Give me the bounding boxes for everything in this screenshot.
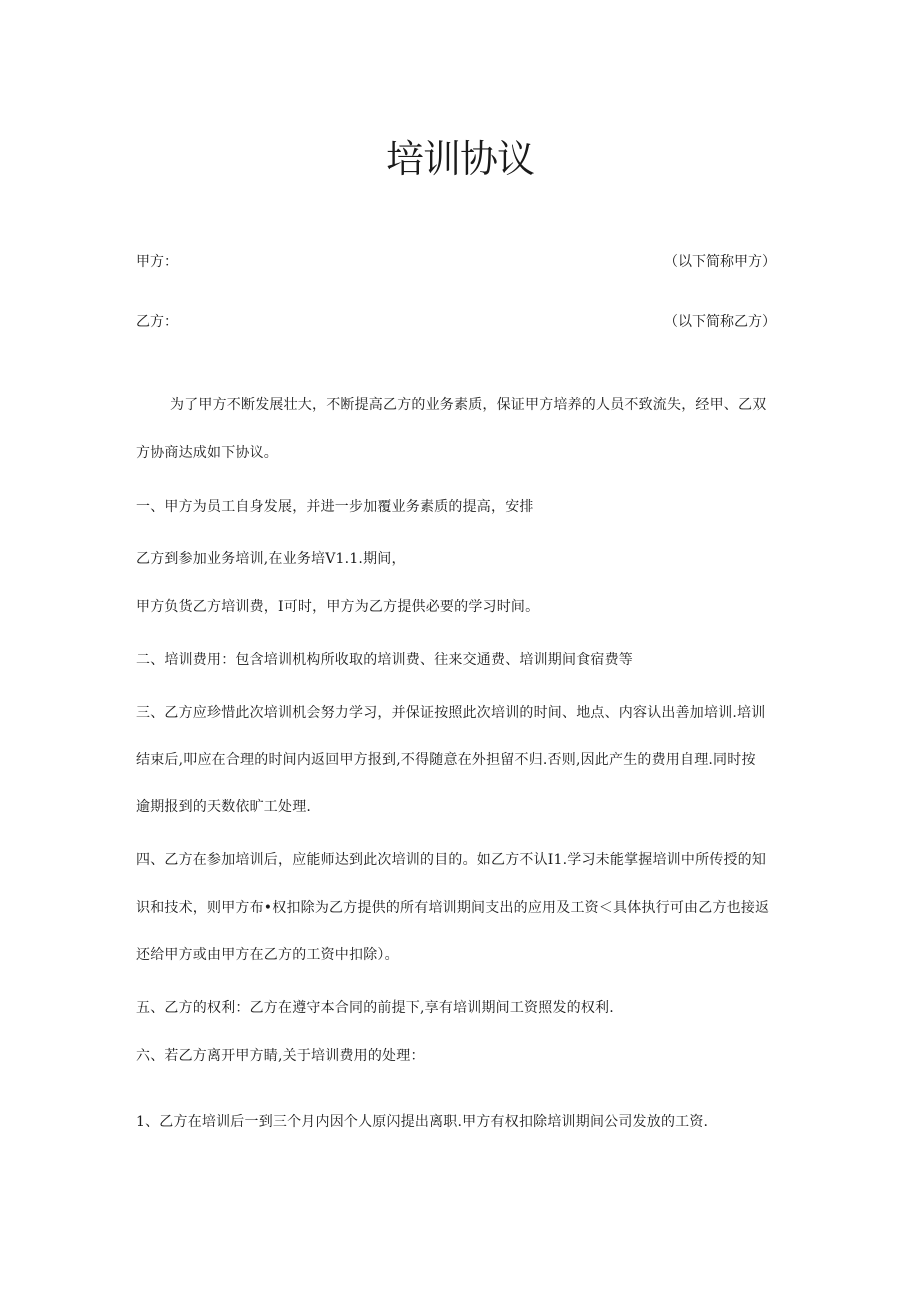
party-a-alias: （以下简称甲方） [664, 254, 776, 270]
party-a-row [136, 251, 776, 271]
clause-3-line: 逾期报到的天数依旷工处理. [136, 799, 312, 815]
body-line: 为了甲方不断发展壮大，不断提高乙方的业务素质，保证甲方培养的人员不致流失，经甲、乙双 [170, 397, 767, 413]
clause-4-line: 识和技术，则甲方布•权扣除为乙方提供的所有培训期间支出的应用及工资＜具体执行可由乙方也接返 [136, 900, 770, 916]
clause-1-line: 甲方负货乙方培训费，I可时，甲方为乙方提供必要的学习时间。 [136, 599, 540, 615]
party-a-label: 甲方： [136, 254, 178, 270]
clause-4-line: 四、乙方在参加培训后，应能师达到此次培训的目的。如乙方不认I1.学习未能掌握培训中所传授的知 [136, 852, 767, 868]
party-b-alias: （以下简称乙方） [664, 314, 776, 330]
clause-4-line: 还给甲方或由甲方在乙方的工资中扣除）。 [136, 947, 399, 963]
clause-1-line: 乙方到参加业务培训,在业务培V1.1.期间， [136, 551, 406, 567]
party-b-label: 乙方： [136, 314, 178, 330]
clause-5-line: 五、乙方的权利：乙方在遵守本合同的前提下,享有培训期间工资照发的权利. [136, 1000, 614, 1016]
clause-2-line: 二、培训费用：包含培训机构所收取的培训费、往来交通费、培训期间食宿费等 [136, 652, 633, 668]
clause-6-item-1: 1、乙方在培训后一到三个月内因个人原闪提出离职.甲方有权扣除培训期间公司发放的工资. [136, 1114, 709, 1130]
clause-3-line: 三、乙方应珍惜此次培训机会努力学习，并保证按照此次培训的时间、地点、内容认出善加培训.培训 [136, 705, 766, 721]
clause-1-line: 一、甲方为员工自身发展，并进一步加覆业务素质的提高，安排 [136, 499, 534, 515]
clause-6-line: 六、若乙方离开甲方睛,关于培训费用的处理： [136, 1048, 425, 1064]
party-b-row [136, 311, 776, 331]
body-line: 方协商达成如下协议。 [136, 445, 278, 461]
document-title: 培训协议 [385, 137, 534, 181]
clause-3-line: 结束后,叩应在合理的时间内返回甲方报到,不得随意在外担留不归.否则,因此产生的费用自理.同时按 [136, 752, 756, 768]
